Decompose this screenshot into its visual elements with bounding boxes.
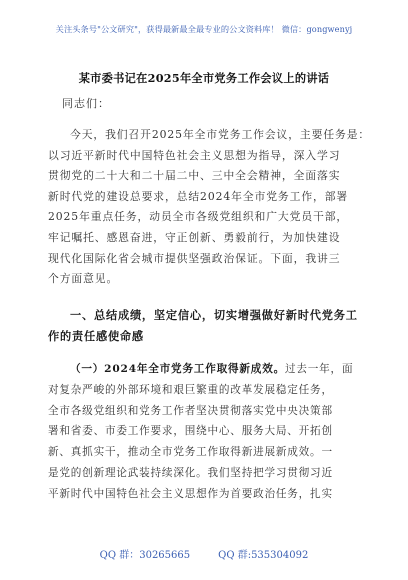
qq-group-2: QQ 群:535304092 xyxy=(218,550,309,561)
paragraph-line: 新时代党的建设总要求，总结2024年全市党务工作，部署 xyxy=(48,189,349,203)
heading-line: 一、总结成绩，坚定信心，切实增强做好新时代党务工 xyxy=(70,308,358,322)
paragraph-line: 现代化国际化省会城市提供坚强政治保证。下面，我讲三 xyxy=(48,251,341,265)
document-title: 某市委书记在2025年全市党务工作会议上的讲话 xyxy=(78,71,330,85)
sub-heading: （一）2024年全市党务工作取得新成效。 xyxy=(70,363,285,375)
paragraph-line: 对复杂严峻的外部环境和艰巨繁重的改革发展稳定任务， xyxy=(48,383,333,396)
paragraph-line: 平新时代中国特色社会主义思想作为首要政治任务，扎实 xyxy=(48,487,333,500)
paragraph-line: 牢记嘱托、感恩奋进，守正创新、勇毅前行，为加快建设 xyxy=(48,230,341,244)
paragraph-line: 今天，我们召开2025年全市党务工作会议，主要任务是： xyxy=(70,128,371,141)
paragraph-line: 2025年重点任务，动员全市各级党组织和广大党员干部， xyxy=(48,210,349,224)
paragraph-line: 贯彻党的二十大和二十届二中、三中全会精神，全面落实 xyxy=(48,169,341,183)
section-heading xyxy=(48,305,370,347)
paragraph-line-rest: 过去一年，面 xyxy=(284,363,354,375)
paragraph-line: 全市各级党组织和党务工作者坚决贯彻落实党中央决策部 xyxy=(48,404,333,417)
paragraph-line: 新、真抓实干，推动全市党务工作取得新进展新成效。一 xyxy=(48,446,333,459)
qq-group-1: QQ 群：30265665 xyxy=(99,550,191,561)
paragraph-line: 个方面意见。 xyxy=(48,272,119,286)
section-paragraph xyxy=(48,359,370,505)
salutation: 同志们： xyxy=(62,97,110,110)
paragraph-line: 是党的创新理论武装持续深化。我们坚持把学习贯彻习近 xyxy=(48,466,333,479)
page-footer xyxy=(0,546,408,561)
intro-paragraph xyxy=(48,125,370,290)
heading-line: 作的责任感使命感 xyxy=(48,329,144,343)
paragraph-line xyxy=(48,359,370,380)
paragraph-line: 以习近平新时代中国特色社会主义思想为指导，深入学习 xyxy=(48,148,341,162)
promo-banner: 关注头条号"公文研究"，获得最新最全最专业的公文资料库！ 微信：gongwenyj xyxy=(55,24,353,34)
paragraph-line: 署和省委、市委工作要求，围绕中心、服务大局、开拓创 xyxy=(48,425,333,438)
